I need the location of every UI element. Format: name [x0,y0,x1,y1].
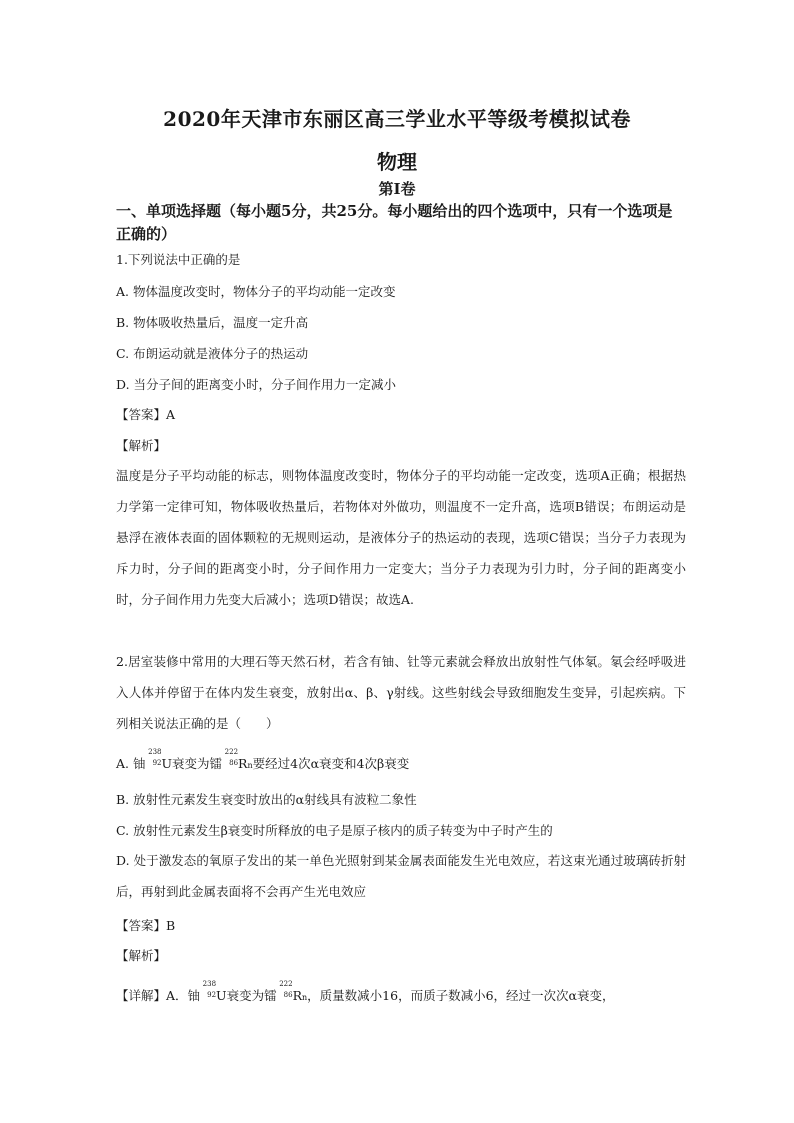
nuclide-atomic-number: 86 [283,991,293,999]
q2-detail-mid: 衰变为镭 [226,988,277,1003]
radon-nuclide [277,980,293,1000]
nuclide-atomic-number: 86 [229,759,239,767]
q1-option-c: C. 布朗运动就是液体分子的热运动 [116,346,309,361]
radon-symbol [293,988,308,1003]
q2-detail [116,980,615,1004]
q1-analysis-text: 温度是分子平均动能的标志，则物体温度改变时，物体分子的平均动能一定改变，选项A正确；根据热力学第一定律可知，物体吸收热量后，若物体对外做功，则温度不一定升高，选项B错误；布朗运动是悬浮在液体表面的固体颗粒的无规则运动，是液体分子的热运动的表现，选项C错误；当分子力表现为斥力时，分子间的距离变小时，分子间作用力一定变大；当分子力表现为引力时，分子间的距离变小时，分子间作用力先变大后减小；选项D错误；故选A. [116,468,686,607]
q1-stem: 1.下列说法中正确的是 [116,252,241,267]
q1-answer: 【答案】A [116,407,176,422]
q2-option-c: C. 放射性元素发生β衰变时所释放的电子是原子核内的质子转变为中子时产生的 [116,823,553,838]
q1-option-b: B. 物体吸收热量后，温度一定升高 [116,315,309,330]
section-heading: 一、单项选择题（每小题5分，共25分。每小题给出的四个选项中，只有一个选项是正确的） [116,202,673,243]
nuclide-atomic-number: 92 [152,759,162,767]
radon-nuclide [222,748,239,768]
q2-option-b: B. 放射性元素发生衰变时放出的α射线具有波粒二象性 [116,792,417,807]
q1-option-a: A. 物体温度改变时，物体分子的平均动能一定改变 [116,284,396,299]
q2-detail-prefix: 【详解】A．铀 [116,988,201,1003]
nuclide-mass-number: 222 [224,748,239,756]
volume-title: 第I卷 [378,180,416,198]
q2-analysis-label: 【解析】 [116,948,167,963]
radon-symbol-main: R [292,988,303,1003]
q2-detail-suffix: ，质量数减小16，而质子数减小6，经过一次次α衰变， [307,988,615,1003]
nuclide-mass-number: 238 [202,980,217,988]
q2-option-a-mid: 衰变为镭 [172,756,223,771]
q2-answer: 【答案】B [116,918,176,933]
radon-symbol-sub: n [302,993,308,1002]
q2-option-a [116,748,410,772]
nuclide-mass-number: 222 [279,980,293,988]
radon-symbol-sub: n [247,761,253,770]
exam-title: 2020年天津市东丽区高三学业水平等级考模拟试卷 [163,107,631,131]
q2-option-a-suffix: 要经过4次α衰变和4次β衰变 [252,756,410,771]
q1-analysis-label: 【解析】 [116,438,167,453]
nuclide-mass-number: 238 [148,748,162,756]
q2-stem: 2.居室装修中常用的大理石等天然石材，若含有铀、钍等元素就会释放出放射性气体氡。氡会经呼吸进入人体并停留于在体内发生衰变，放射出α、β、γ射线。这些射线会导致细胞发生变异，引起疾病。下列相关说法正确的是（ ） [116,654,686,731]
radon-symbol-main: R [238,756,248,771]
q1-option-d: D. 当分子间的距离变小时，分子间作用力一定减小 [116,377,397,392]
uranium-symbol: U [161,756,173,771]
nuclide-atomic-number: 92 [207,991,217,999]
uranium-nuclide [145,748,162,768]
uranium-symbol: U [216,988,227,1003]
uranium-nuclide [200,980,217,1000]
q2-option-d: D. 处于激发态的氧原子发出的某一单色光照射到某金属表面能发生光电效应，若这束光通过玻璃砖折射后，再射到此金属表面将不会再产生光电效应 [116,853,686,899]
radon-symbol [238,756,253,771]
subject-title: 物理 [377,150,417,174]
q2-option-a-prefix: A. 铀 [116,756,146,771]
